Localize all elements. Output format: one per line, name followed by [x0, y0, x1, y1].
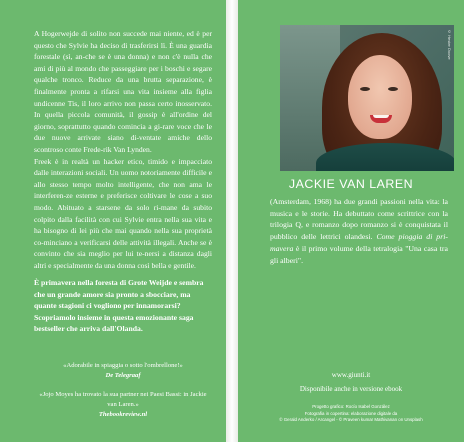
press-quote	[34, 361, 212, 381]
right-flap	[238, 0, 464, 442]
book-gutter	[226, 0, 238, 442]
synopsis-paragraph-2: Freek è in realtà un hacker etico, timido e impacciato dalle interazioni sociali. Un uomo notoriamente difficile e allo stesso tempo molto intelligente, che non ama le interferen-ze esterne e preferisce coltivare le cose a suo modo. Abituato a starsene da solo ri-mane da subito colpito dalla facilità con cui Sylvie entra nella sua vita e ha bisogno di lei più che mai quando nella sua proprietà co-minciano a verificarsi delle attività illegali. Anche se è convinto che sia meglio per lui te-nersi a distanza dagli altri e specialmente da una donna così bella e gentile.	[34, 156, 212, 270]
bio-intro: (Amsterdam, 1968) ha due grandi passioni nella vita: la musica e le storie. Ha debuttato come scrittrice con la trilogia Q, e romanzo dopo romanzo si è conquistata il pubblico delle lettrici olandesi.	[270, 197, 448, 242]
credit-line: Progetto grafico: Rocío Isabel González	[312, 404, 390, 409]
author-photo	[280, 25, 454, 171]
author-name: JACKIE VAN LAREN	[288, 177, 414, 191]
quote-source: De Telegraaf	[105, 371, 141, 379]
quote-text: «Adorabile in spiaggia o sotto l'ombrellone!»	[63, 361, 183, 369]
quote-text: «Jojo Moyes ha trovato la sua partner nei Paesi Bassi: in Jackie van Laren.»	[39, 390, 207, 408]
tagline-line-2: Scopriamolo insieme in questa emozionante saga bestseller che arriva dall'Olanda.	[34, 312, 194, 334]
credit-line: Fotografia in copertina: elaborazione digitale da	[304, 410, 398, 416]
quote-source: Thebookreview.nl	[98, 410, 148, 418]
synopsis-paragraph-1: A Hogerwejde di solito non succede mai niente, ed è per questo che Sylvie ha deciso di trasferirsi lì. È una guardia forestale (sì, an-che se è una donna) e non c'è nulla che ami di più al mondo che passeggiare per i boschi e segare qualche tronco. Reduce da una brutta separazione, è finalmente pronta a rifarsi una vita insieme alla figlia undicenne Tis, il loro arrivo non passa certo inosservato. In quella piccola comunità, il gossip è all'ordine del giorno, soprattutto quando comincia a gi-rare voce che le due nuove arrivate siano di-ventate amiche dello scontroso conte Frede-rik Van Lynden.	[34, 29, 212, 154]
left-flap	[0, 0, 226, 442]
credit-line: © Gerald Anderko / Arcangel - © Praveen kumar Mathivanan on Unsplash	[279, 417, 423, 423]
publisher-website: www.giunti.it	[331, 371, 371, 379]
design-credits	[238, 404, 464, 424]
tagline	[34, 277, 212, 334]
bio-rest: è il primo volume della tetralogia "Una casa tra gli alberi".	[270, 243, 448, 265]
bio-book-title: Come pioggia di pri-mavera	[270, 232, 448, 253]
press-quote	[34, 390, 212, 420]
ebook-note: Disponibile anche in versione ebook	[299, 385, 403, 393]
photo-credit: © Hester Doove	[447, 29, 452, 60]
author-bio	[270, 196, 448, 266]
synopsis	[34, 28, 212, 271]
tagline-line-1: È primavera nella foresta di Grote Weijde e sembra che un grande amore sia pronto a sbocciare, ma quante stagioni ci vogliono per innamorarsi?	[34, 278, 204, 311]
press-quotes	[34, 361, 212, 420]
